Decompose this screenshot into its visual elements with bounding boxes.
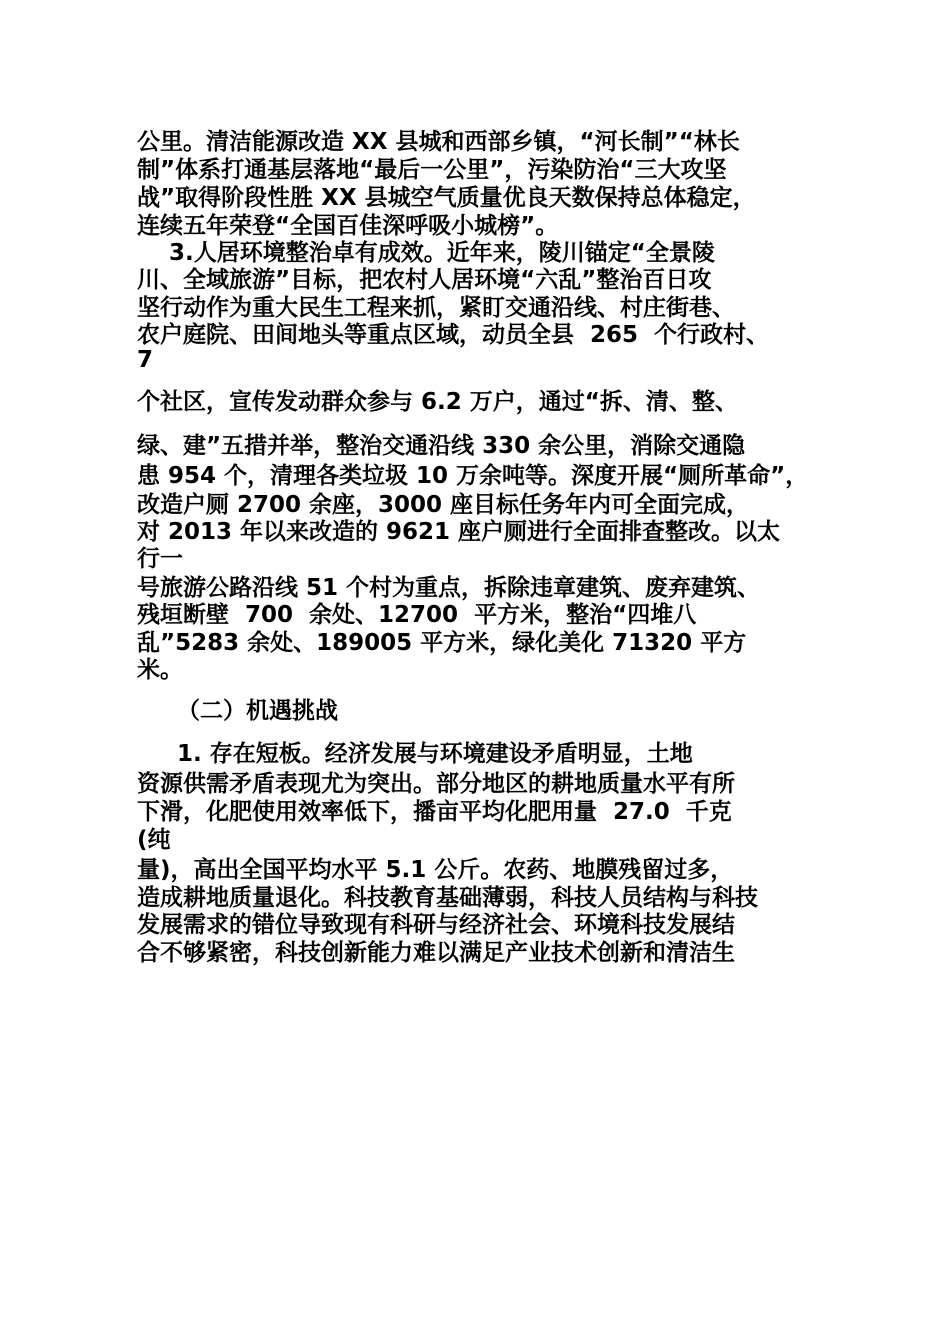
text-line: 资源供需矛盾表现尤为突出。部分地区的耕地质量水平有所	[137, 771, 735, 797]
text-line: 患 954 个，清理各类垃圾 10 万余吨等。深度开展“厕所革命”，	[137, 463, 809, 489]
text-line: 公里。清洁能源改造 XX 县城和西部乡镇，“河长制”“林长	[137, 129, 740, 155]
text-line: 改造户厕 2700 余座，3000 座目标任务年内可全面完成，	[137, 492, 750, 518]
text-line: 残垣断壁 700 余处、12700 平方米，整治“四堆八	[137, 602, 697, 628]
text-line: 3.人居环境整治卓有成效。近年来，陵川锚定“全景陵	[137, 240, 715, 266]
text-line: 米。	[137, 657, 183, 683]
text-line: 造成耕地质量退化。科技教育基础薄弱，科技人员结构与科技	[137, 885, 758, 911]
text-line: 量)，高出全国平均水平 5.1 公斤。农药、地膜残留过多，	[137, 857, 734, 883]
text-line: 合不够紧密，科技创新能力难以满足产业技术创新和清洁生	[137, 940, 735, 966]
text-line: 个社区，宣传发动群众参与 6.2 万户，通过“拆、清、整、	[137, 389, 738, 415]
text-line: 对 2013 年以来改造的 9621 座户厕进行全面排查整改。以太	[137, 519, 781, 545]
section-heading: （二）机遇挑战	[137, 698, 339, 724]
text-line: (纯	[137, 827, 171, 853]
text-line: 7	[137, 347, 154, 373]
text-line: 乱”5283 余处、189005 平方米，绿化美化 71320 平方	[137, 630, 747, 656]
text-line: 川、全域旅游”目标，把农村人居环境“六乱”整治百日攻	[137, 267, 712, 293]
text-line: 战”取得阶段性胜 XX 县城空气质量优良天数保持总体稳定，	[137, 185, 756, 211]
text-line: 1. 存在短板。经济发展与环境建设矛盾明显，土地	[137, 741, 693, 767]
text-line: 行一	[137, 546, 183, 572]
text-line: 制”体系打通基层落地“最后一公里”，污染防治“三大攻坚	[137, 157, 727, 183]
text-line: 发展需求的错位导致现有科研与经济社会、环境科技发展结	[137, 912, 735, 938]
text-line: 坚行动作为重大民生工程来抓，紧盯交通沿线、村庄街巷、	[137, 295, 735, 321]
text-line: 号旅游公路沿线 51 个村为重点，拆除违章建筑、废弃建筑、	[137, 575, 761, 601]
text-line: 农户庭院、田间地头等重点区域，动员全县 265 个行政村、	[137, 322, 770, 348]
text-line: 下滑，化肥使用效率低下，播亩平均化肥用量 27.0 千克	[137, 799, 732, 825]
text-line: 绿、建”五措并举，整治交通沿线 330 余公里，消除交通隐	[137, 433, 746, 459]
text-line: 连续五年荣登“全国百佳深呼吸小城榜”。	[137, 213, 559, 239]
